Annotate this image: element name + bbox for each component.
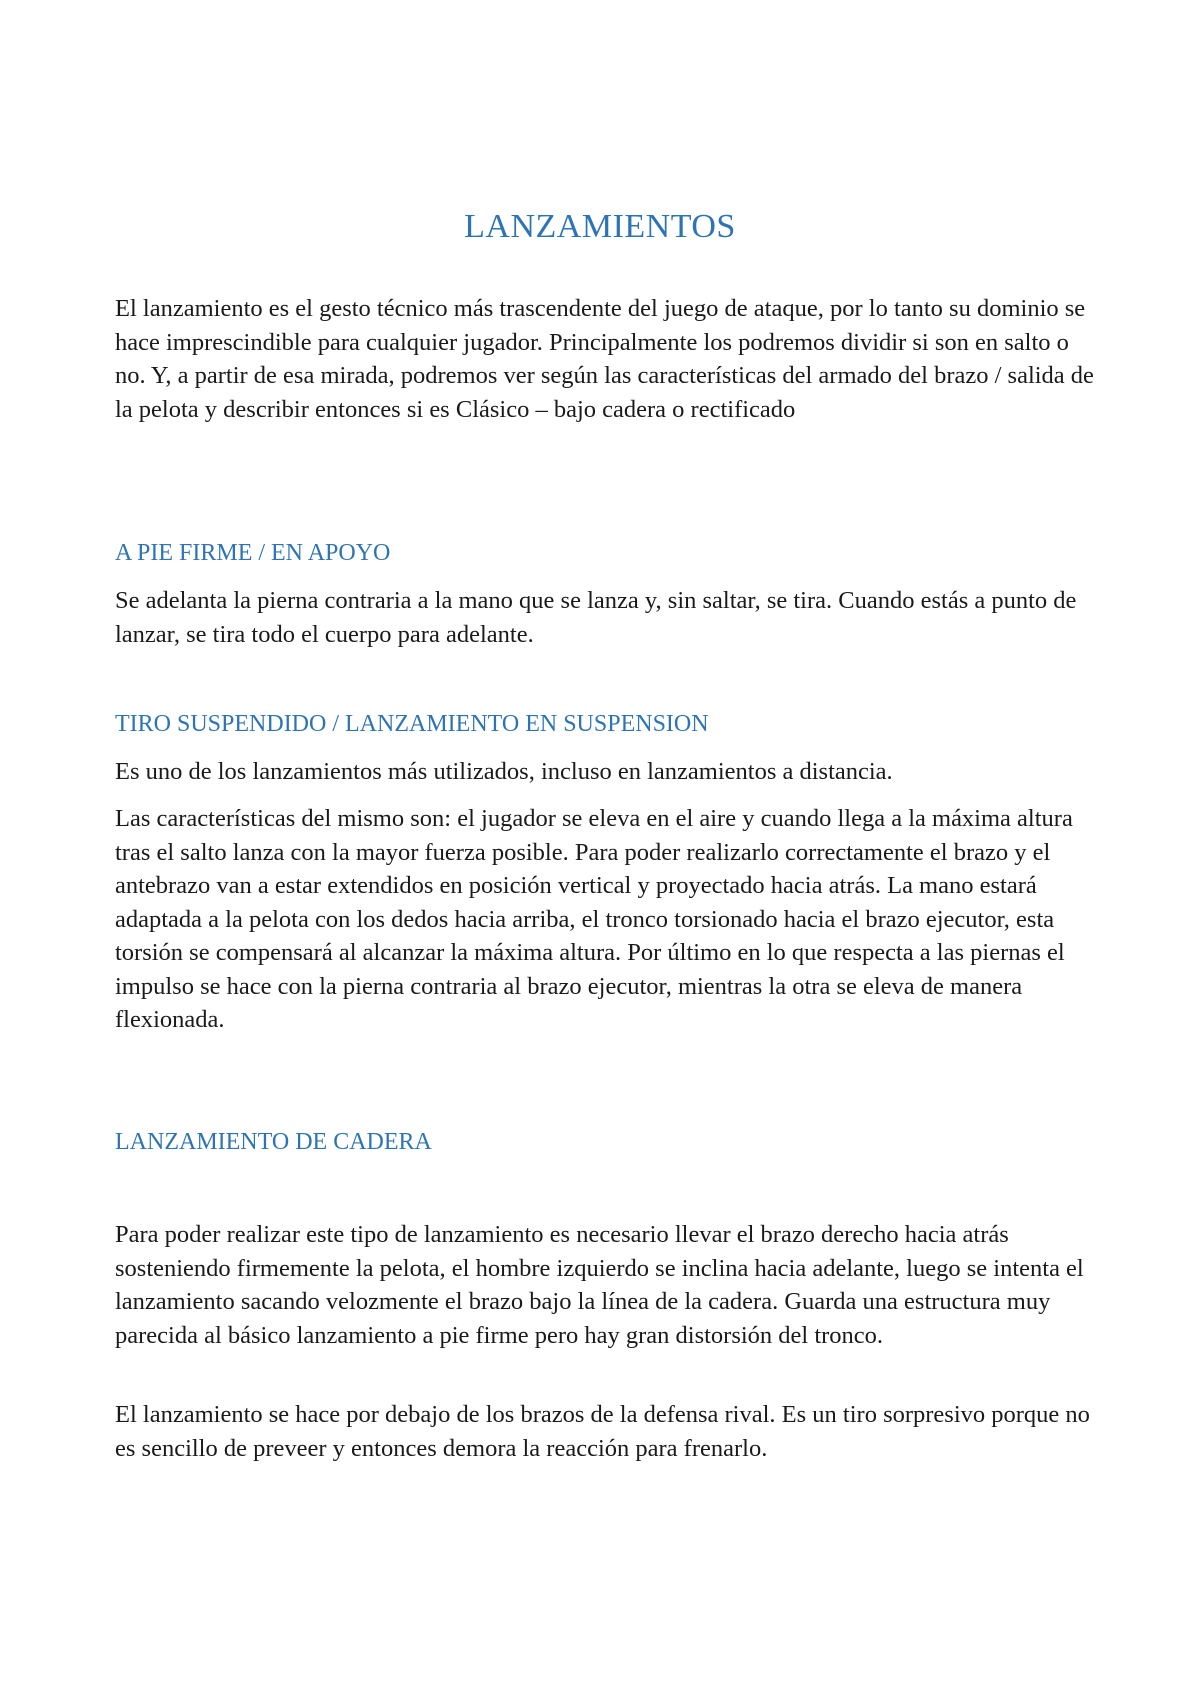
section-heading-pie-firme: A PIE FIRME / EN APOYO bbox=[115, 540, 391, 566]
section-paragraph-cadera-effect: El lanzamiento se hace por debajo de los brazos de la defensa rival. Es un tiro sorpresivo porque no es sencillo de preveer y entonces demora la reacción para frenarlo. bbox=[115, 1401, 1090, 1462]
section-heading-cadera: LANZAMIENTO DE CADERA bbox=[115, 1129, 432, 1155]
section-heading-suspension: TIRO SUSPENDIDO / LANZAMIENTO EN SUSPENSION bbox=[115, 711, 709, 737]
document-title: LANZAMIENTOS bbox=[464, 208, 736, 245]
section-paragraph-suspension-intro: Es uno de los lanzamientos más utilizados, incluso en lanzamientos a distancia. bbox=[115, 758, 893, 785]
intro-paragraph: El lanzamiento es el gesto técnico más trascendente del juego de ataque, por lo tanto su dominio se hace imprescindible para cualquier jugador. Principalmente los podremos dividir si son en salto o no. Y, a partir de esa mirada, podremos ver según las características del armado del brazo / salida de la pelota y describir entonces si es Clásico – bajo cadera o rectificado bbox=[115, 295, 1094, 423]
section-paragraph-pie-firme: Se adelanta la pierna contraria a la mano que se lanza y, sin saltar, se tira. Cuando estás a punto de lanzar, se tira todo el cuerpo para adelante. bbox=[115, 587, 1077, 648]
section-paragraph-cadera-technique: Para poder realizar este tipo de lanzamiento es necesario llevar el brazo derecho hacia atrás sosteniendo firmemente la pelota, el hombre izquierdo se inclina hacia adelante, luego se intenta el lanzamiento sacando velozmente el brazo bajo la línea de la cadera. Guarda una estructura muy parecida al básico lanzamiento a pie firme pero hay gran distorsión del tronco. bbox=[115, 1221, 1084, 1349]
section-paragraph-suspension-details: Las características del mismo son: el jugador se eleva en el aire y cuando llega a la máxima altura tras el salto lanza con la mayor fuerza posible. Para poder realizarlo correctamente el brazo y el antebrazo van a estar extendidos en posición vertical y proyectado hacia atrás. La mano estará adaptada a la pelota con los dedos hacia arriba, el tronco torsionado hacia el brazo ejecutor, esta torsión se compensará al alcanzar la máxima altura. Por último en lo que respecta a las piernas el impulso se hace con la pierna contraria al brazo ejecutor, mientras la otra se eleva de manera flexionada. bbox=[115, 805, 1073, 1033]
